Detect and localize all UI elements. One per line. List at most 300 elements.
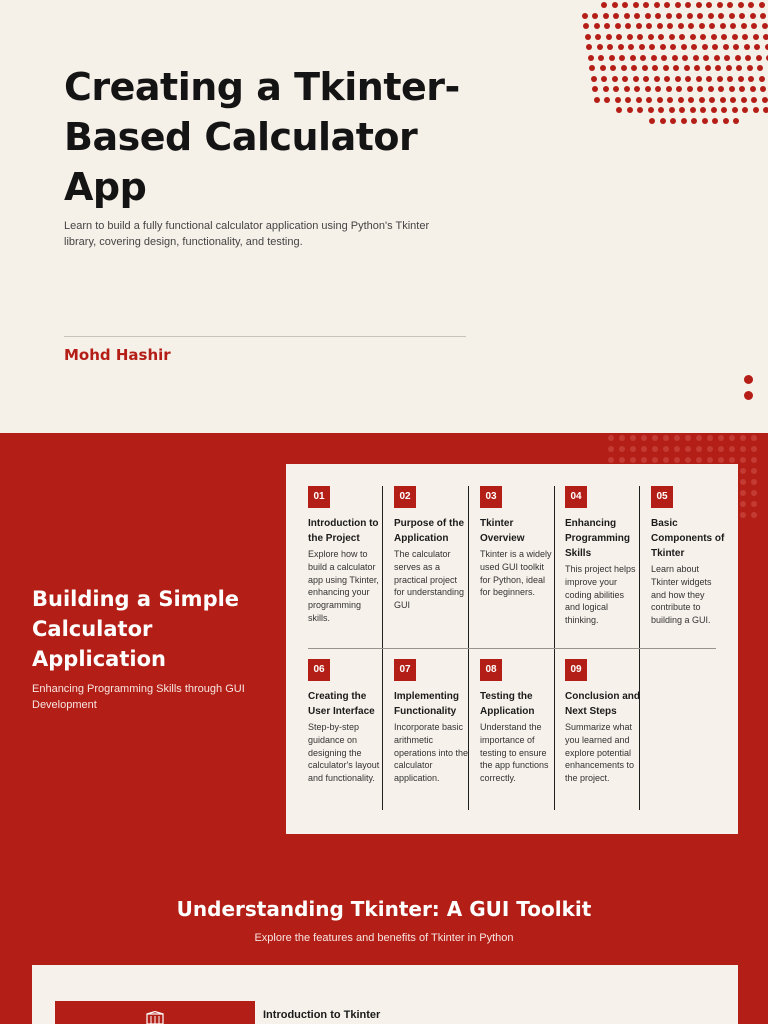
decorative-dot — [754, 44, 760, 50]
section-title: Understanding Tkinter: A GUI Toolkit — [176, 897, 592, 921]
decorative-dot — [639, 44, 645, 50]
decorative-dot — [608, 435, 614, 441]
decorative-dot — [633, 76, 639, 82]
decorative-dot — [765, 44, 768, 50]
decorative-dot — [627, 107, 633, 113]
decorative-dot — [585, 34, 591, 40]
agenda-item — [480, 659, 556, 785]
agenda-item — [565, 659, 641, 785]
decorative-dot — [674, 435, 680, 441]
decorative-dot — [676, 13, 682, 19]
decorative-dot — [594, 23, 600, 29]
decorative-dot — [751, 435, 757, 441]
agenda-item — [308, 486, 384, 625]
decorative-dot — [622, 2, 628, 8]
decorative-dot — [646, 23, 652, 29]
decorative-dot — [740, 446, 746, 452]
decorative-dot — [660, 44, 666, 50]
decorative-dot — [663, 435, 669, 441]
decorative-dot — [740, 457, 746, 463]
tkinter-slide — [0, 863, 768, 1024]
decorative-dot — [657, 23, 663, 29]
decorative-dot — [729, 446, 735, 452]
decorative-dot — [685, 76, 691, 82]
item-description: Explore how to build a calculator app using Tkinter, enhancing your programming skills. — [308, 549, 379, 623]
decorative-dot — [753, 107, 759, 113]
decorative-dot — [712, 118, 718, 124]
decorative-dot — [625, 23, 631, 29]
item-title: Conclusion and Next Steps — [565, 691, 640, 717]
decorative-dot — [666, 86, 672, 92]
decorative-dot — [705, 65, 711, 71]
decorative-dot — [751, 490, 757, 496]
item-title: Enhancing Programming Skills — [565, 518, 631, 559]
decorative-dot — [744, 44, 750, 50]
decorative-dot — [712, 44, 718, 50]
decorative-dot — [751, 97, 757, 103]
decorative-dot — [612, 2, 618, 8]
decorative-dot — [664, 76, 670, 82]
decorative-dot — [636, 23, 642, 29]
decorative-dot — [718, 13, 724, 19]
decorative-dot — [708, 13, 714, 19]
decorative-dot — [619, 457, 625, 463]
item-description: Incorporate basic arithmetic operations into the calculator application. — [394, 722, 469, 784]
decorative-dot — [757, 65, 763, 71]
agenda-item — [394, 659, 470, 785]
decorative-dot — [696, 457, 702, 463]
decorative-dot — [624, 86, 630, 92]
decorative-dot — [740, 512, 746, 518]
decorative-dot — [603, 86, 609, 92]
decorative-dot — [759, 76, 765, 82]
decorative-dot — [669, 107, 675, 113]
decorative-dot — [615, 97, 621, 103]
decorative-dot — [603, 13, 609, 19]
decorative-dot — [598, 55, 604, 61]
decorative-dot — [721, 34, 727, 40]
decorative-dot — [729, 435, 735, 441]
decorative-dot — [669, 34, 675, 40]
decorative-dot — [732, 34, 738, 40]
decorative-dot — [640, 55, 646, 61]
decorative-dot — [651, 55, 657, 61]
item-number: 01 — [308, 486, 330, 508]
decorative-dot — [637, 107, 643, 113]
decorative-dot — [654, 2, 660, 8]
decorative-dot — [658, 34, 664, 40]
decorative-dot — [678, 23, 684, 29]
decorative-dot — [751, 512, 757, 518]
decorative-dot — [747, 65, 753, 71]
item-number: 08 — [480, 659, 502, 681]
decorative-dot — [588, 55, 594, 61]
decorative-dot — [745, 55, 751, 61]
agenda-item — [565, 486, 641, 627]
decorative-dot — [742, 34, 748, 40]
divider — [64, 336, 466, 337]
item-description: Understand the importance of testing to ensure the app functions correctly. — [480, 722, 549, 784]
decorative-dot — [601, 76, 607, 82]
decorative-dot — [641, 435, 647, 441]
decorative-dot — [750, 13, 756, 19]
decorative-dot — [727, 76, 733, 82]
decorative-dot — [631, 65, 637, 71]
decorative-dot — [696, 76, 702, 82]
decorative-dot — [700, 107, 706, 113]
decorative-dot — [751, 23, 757, 29]
decorative-dot — [751, 479, 757, 485]
decorative-dot — [682, 55, 688, 61]
item-title: Implementing Functionality — [394, 691, 460, 717]
item-description: This project helps improve your coding abilities and logical thinking. — [565, 564, 636, 626]
decorative-dot — [740, 490, 746, 496]
decorative-dot — [645, 13, 651, 19]
agenda-title: Building a Simple Calculator Application — [32, 587, 240, 671]
decorative-dot — [718, 446, 724, 452]
decorative-dot — [678, 97, 684, 103]
decorative-dot — [751, 446, 757, 452]
item-number: 07 — [394, 659, 416, 681]
decorative-dot — [744, 375, 753, 384]
decorative-dot — [738, 2, 744, 8]
decorative-dot — [742, 107, 748, 113]
item-description: Tkinter is a widely used GUI toolkit for Python, ideal for beginners. — [480, 549, 552, 598]
decorative-dot — [718, 457, 724, 463]
decorative-dot — [597, 44, 603, 50]
decorative-dot — [670, 118, 676, 124]
item-title: Basic Components of Tkinter — [651, 518, 725, 559]
building-icon — [146, 1011, 164, 1024]
decorative-dot — [589, 65, 595, 71]
decorative-dot — [736, 65, 742, 71]
decorative-dot — [718, 86, 724, 92]
decorative-dot — [663, 446, 669, 452]
decorative-dot — [715, 65, 721, 71]
decorative-dot — [652, 446, 658, 452]
decorative-dot — [619, 435, 625, 441]
decorative-dot — [729, 13, 735, 19]
decorative-dot — [648, 34, 654, 40]
decorative-dot — [646, 97, 652, 103]
decorative-dot — [634, 86, 640, 92]
decorative-dot — [717, 2, 723, 8]
decorative-dot — [729, 457, 735, 463]
author-name: Mohd Hashir — [64, 346, 171, 364]
decorative-dot — [733, 44, 739, 50]
decorative-dot — [582, 13, 588, 19]
decorative-dot — [748, 76, 754, 82]
decorative-dot — [707, 435, 713, 441]
decorative-dot — [697, 13, 703, 19]
decorative-dot — [699, 23, 705, 29]
item-description: Step-by-step guidance on designing the calculator's layout and functionality. — [308, 722, 380, 784]
decorative-dot — [723, 44, 729, 50]
decorative-dot — [633, 2, 639, 8]
decorative-dot — [733, 118, 739, 124]
decorative-dot — [681, 118, 687, 124]
decorative-dot — [685, 457, 691, 463]
decorative-dot — [663, 65, 669, 71]
decorative-dot — [711, 34, 717, 40]
decorative-dot — [723, 118, 729, 124]
item-number: 03 — [480, 486, 502, 508]
decorative-dot — [696, 446, 702, 452]
presentation-subtitle: Learn to build a fully functional calculator application using Python's Tkinter library, covering design, functionality, and testing. — [64, 220, 430, 248]
decorative-dot — [624, 13, 630, 19]
decorative-dot — [630, 446, 636, 452]
decorative-dot — [600, 65, 606, 71]
decorative-dot — [691, 118, 697, 124]
decorative-dot — [720, 23, 726, 29]
presentation-title: Creating a Tkinter-Based Calculator App — [64, 65, 460, 209]
agenda-slide — [0, 433, 768, 863]
decorative-dot — [673, 65, 679, 71]
decorative-dot — [648, 107, 654, 113]
decorative-dot — [625, 97, 631, 103]
decorative-dot — [717, 76, 723, 82]
decorative-dot — [685, 446, 691, 452]
feature-box — [55, 1001, 255, 1024]
decorative-dot — [753, 34, 759, 40]
decorative-dot — [748, 2, 754, 8]
decorative-dot — [655, 86, 661, 92]
decorative-dot — [672, 55, 678, 61]
decorative-dot — [727, 2, 733, 8]
decorative-dot — [718, 435, 724, 441]
decorative-dot — [657, 97, 663, 103]
decorative-dot — [729, 86, 735, 92]
decorative-dot — [700, 34, 706, 40]
decorative-dot — [741, 97, 747, 103]
decorative-dot — [720, 97, 726, 103]
decorative-dot — [738, 76, 744, 82]
decorative-dot — [756, 55, 762, 61]
decorative-dot — [666, 13, 672, 19]
decorative-dot — [685, 2, 691, 8]
agenda-item — [651, 486, 727, 627]
decorative-dot — [702, 118, 708, 124]
decorative-dot — [643, 2, 649, 8]
decorative-dot — [674, 446, 680, 452]
decorative-dot — [688, 97, 694, 103]
decorative-dot — [613, 86, 619, 92]
item-title: Tkinter Overview — [480, 518, 525, 544]
decorative-dot — [739, 86, 745, 92]
decorative-dot — [762, 23, 768, 29]
agenda-subtitle: Enhancing Programming Skills through GUI Development — [32, 683, 245, 711]
decorative-dot — [663, 457, 669, 463]
decorative-dot — [721, 107, 727, 113]
agenda-item — [480, 486, 556, 599]
decorative-dot — [616, 107, 622, 113]
decorative-dot — [739, 13, 745, 19]
decorative-dot — [706, 2, 712, 8]
decorative-dot — [649, 118, 655, 124]
decorative-dot — [696, 435, 702, 441]
decorative-dot — [622, 76, 628, 82]
decorative-dot — [607, 44, 613, 50]
title-slide — [0, 0, 768, 433]
decorative-dot — [703, 55, 709, 61]
decorative-dot — [685, 435, 691, 441]
item-description: Summarize what you learned and explore potential enhancements to the project. — [565, 722, 635, 784]
decorative-dot — [708, 86, 714, 92]
row-divider — [308, 648, 716, 649]
decorative-dot — [654, 76, 660, 82]
decorative-dot — [751, 457, 757, 463]
decorative-dot — [744, 391, 753, 400]
decorative-dot — [658, 107, 664, 113]
decorative-dot — [645, 86, 651, 92]
decorative-dot — [628, 44, 634, 50]
decorative-dot — [661, 55, 667, 61]
decorative-dot — [691, 44, 697, 50]
decorative-dot — [740, 479, 746, 485]
decorative-dot — [610, 65, 616, 71]
item-description: Learn about Tkinter widgets and how they contribute to building a GUI. — [651, 564, 712, 626]
decorative-dot — [637, 34, 643, 40]
decorative-dot — [730, 23, 736, 29]
decorative-dot — [732, 107, 738, 113]
item-number: 05 — [651, 486, 673, 508]
decorative-dot — [649, 44, 655, 50]
decorative-dot — [594, 97, 600, 103]
decorative-dot — [592, 13, 598, 19]
decorative-dot — [714, 55, 720, 61]
decorative-dot — [681, 44, 687, 50]
item-description: The calculator serves as a practical project for understanding GUI — [394, 549, 465, 611]
decorative-dot — [679, 34, 685, 40]
decorative-dot — [707, 446, 713, 452]
decorative-dot — [612, 76, 618, 82]
decorative-dot — [740, 501, 746, 507]
item-title: Introduction to the Project — [308, 518, 379, 544]
decorative-dot — [711, 107, 717, 113]
decorative-dot — [655, 13, 661, 19]
decorative-dot — [615, 23, 621, 29]
decorative-dot — [760, 13, 766, 19]
decorative-dot — [687, 86, 693, 92]
decorative-dot — [707, 457, 713, 463]
decorative-dot — [694, 65, 700, 71]
decorative-dot — [690, 34, 696, 40]
decorative-dot — [601, 2, 607, 8]
decorative-dot — [759, 2, 765, 8]
decorative-dot — [641, 457, 647, 463]
decorative-dot — [709, 97, 715, 103]
decorative-dot — [664, 2, 670, 8]
decorative-dot — [652, 457, 658, 463]
decorative-dot — [583, 23, 589, 29]
decorative-dot — [595, 34, 601, 40]
agenda-item — [308, 659, 384, 785]
decorative-dot — [684, 65, 690, 71]
decorative-dot — [679, 107, 685, 113]
decorative-dot — [586, 44, 592, 50]
section-subtitle: Explore the features and benefits of Tkinter in Python — [254, 932, 514, 944]
subsection-title: Introduction to Tkinter — [263, 1009, 381, 1021]
decorative-dot — [730, 97, 736, 103]
decorative-dot — [699, 97, 705, 103]
agenda-item — [394, 486, 470, 612]
decorative-dot — [618, 44, 624, 50]
decorative-dot — [670, 44, 676, 50]
decorative-dot — [740, 468, 746, 474]
decorative-dot — [688, 23, 694, 29]
decorative-dot — [630, 457, 636, 463]
decorative-dot — [690, 107, 696, 113]
content-card — [32, 965, 738, 1024]
decorative-dot — [619, 55, 625, 61]
decorative-dot — [613, 13, 619, 19]
decorative-dot — [592, 86, 598, 92]
decorative-dot — [636, 97, 642, 103]
decorative-dot — [740, 435, 746, 441]
decorative-dot — [652, 435, 658, 441]
decorative-dot — [762, 97, 768, 103]
decorative-dot — [604, 23, 610, 29]
decorative-dot — [702, 44, 708, 50]
decorative-dot — [763, 107, 768, 113]
decorative-dot — [616, 34, 622, 40]
decorative-dot — [609, 55, 615, 61]
item-number: 09 — [565, 659, 587, 681]
item-number: 02 — [394, 486, 416, 508]
decorative-dot — [608, 446, 614, 452]
decorative-dot — [724, 55, 730, 61]
decorative-dot — [763, 34, 768, 40]
item-title: Creating the User Interface — [308, 691, 375, 717]
decorative-dot — [706, 76, 712, 82]
decorative-dot — [641, 446, 647, 452]
decorative-dot — [652, 65, 658, 71]
decorative-dot — [693, 55, 699, 61]
decorative-dot — [675, 76, 681, 82]
decorative-dot — [643, 76, 649, 82]
decorative-dot — [697, 86, 703, 92]
decorative-dot — [634, 13, 640, 19]
decorative-dot — [604, 97, 610, 103]
decorative-dot — [696, 2, 702, 8]
decorative-dot — [709, 23, 715, 29]
decorative-dot — [726, 65, 732, 71]
decorative-dot — [621, 65, 627, 71]
decorative-dot — [675, 2, 681, 8]
decorative-dot — [751, 501, 757, 507]
decorative-dot — [608, 457, 614, 463]
decorative-dot — [630, 55, 636, 61]
decorative-dot — [667, 23, 673, 29]
decorative-dot — [676, 86, 682, 92]
decorative-dot — [667, 97, 673, 103]
item-number: 04 — [565, 486, 587, 508]
decorative-dot — [606, 34, 612, 40]
decorative-dot — [674, 457, 680, 463]
decorative-dot — [627, 34, 633, 40]
item-title: Testing the Application — [480, 691, 535, 717]
decorative-dot — [642, 65, 648, 71]
decorative-dot — [751, 468, 757, 474]
decorative-dot — [750, 86, 756, 92]
decorative-dot — [591, 76, 597, 82]
agenda-card — [286, 464, 738, 834]
decorative-dot — [735, 55, 741, 61]
decorative-dot — [741, 23, 747, 29]
item-title: Purpose of the Application — [394, 518, 465, 544]
decorative-dot — [760, 86, 766, 92]
decorative-dot — [687, 13, 693, 19]
